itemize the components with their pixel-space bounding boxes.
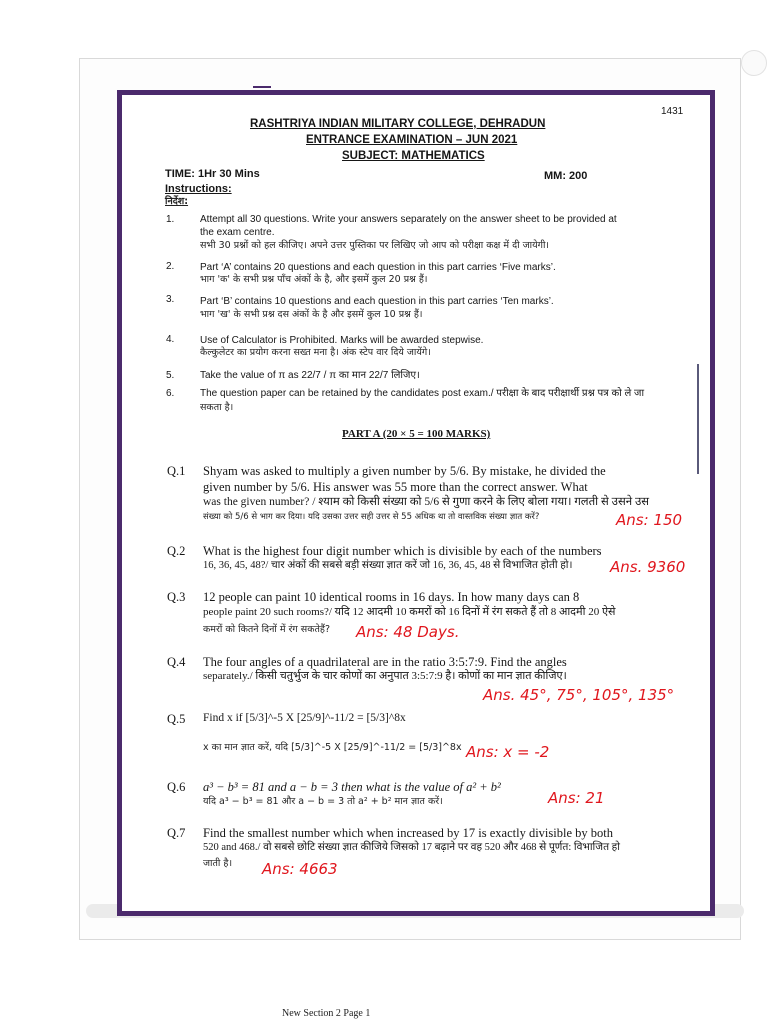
- max-marks: MM: 200: [544, 170, 588, 182]
- question-number: Q.3: [167, 590, 186, 604]
- question-number: Q.7: [167, 826, 186, 840]
- instruction-number: 3.: [166, 294, 175, 305]
- instruction-text-hindi: सभी 30 प्रश्नों को हल कीजिए। अपने उत्तर पुस्तिका पर लिखिए जो आप को परीक्षा कक्ष में दी जायेगी।: [200, 240, 550, 251]
- instruction-number: 5.: [166, 370, 175, 381]
- instructions-heading-hindi: निर्देश:: [165, 196, 189, 207]
- instruction-number: 6.: [166, 388, 175, 399]
- frame-tick: [253, 86, 271, 88]
- subject-title: SUBJECT: MATHEMATICS: [342, 150, 485, 162]
- instruction-text-hindi: भाग 'क' के सभी प्रश्न पाँच अंकों के है, और इसमें कुल 20 प्रश्न हैं।: [200, 274, 428, 285]
- instruction-text: Attempt all 30 questions. Write your answers separately on the answer sheet to be provided at: [200, 214, 617, 225]
- question-number: Q.1: [167, 464, 186, 478]
- question-text: 16, 36, 45, 48?/ चार अंकों की सबसे बड़ी संख्या ज्ञात करें जो 16, 36, 45, 48 से विभाजित होती हो।: [203, 560, 573, 571]
- question-text: 520 and 468./ वो सबसे छोटि संख्या ज्ञात कीजिये जिसको 17 बढ़ाने पर वह 520 और 468 से पूर्णत: विभाजित हो: [203, 842, 620, 853]
- instruction-text-hindi: कैल्कुलेटर का प्रयोग करना सख्त मना है। अंक स्टेप वार दिये जायेंगे।: [200, 347, 431, 358]
- instruction-number: 2.: [166, 261, 175, 272]
- handwritten-answer: Ans: 21: [548, 789, 605, 807]
- instruction-text: The question paper can be retained by the candidates post exam./ परीक्षा के बाद परीक्षार्थी प्रश्न पत्र को ले जा: [200, 388, 645, 399]
- question-number: Q.4: [167, 655, 186, 669]
- instruction-text: Take the value of π as 22/7 / π का मान 22/7 लिजिए।: [200, 370, 420, 381]
- instruction-text: Use of Calculator is Prohibited. Marks will be awarded stepwise.: [200, 335, 484, 346]
- handwritten-answer: Ans. 45°, 75°, 105°, 135°: [483, 686, 675, 704]
- question-text: given number by 5/6. His answer was 55 more than the correct answer. What: [203, 480, 588, 494]
- question-text-hindi: कमरों को कितने दिनों में रंग सकतेहैं?: [203, 624, 331, 635]
- instruction-text: Part ‘A’ contains 20 questions and each question in this part carries ‘Five marks’.: [200, 262, 556, 273]
- margin-line: [697, 364, 699, 474]
- instruction-text-hindi: सकता है।: [200, 402, 234, 413]
- question-number: Q.2: [167, 544, 186, 558]
- exam-title: ENTRANCE EXAMINATION – JUN 2021: [306, 134, 518, 146]
- page-corner-marker: [741, 50, 767, 76]
- paper-code: 1431: [661, 106, 684, 117]
- instruction-number: 1.: [166, 214, 175, 225]
- instruction-text-hindi: भाग 'ख' के सभी प्रश्न दस अंकों के है और इसमें कुल 10 प्रश्न हैं।: [200, 309, 423, 320]
- exam-time: TIME: 1Hr 30 Mins: [165, 168, 260, 180]
- instructions-heading: Instructions:: [165, 183, 232, 195]
- instruction-number: 4.: [166, 334, 175, 345]
- instruction-text: Part ‘B’ contains 10 questions and each question in this part carries ‘Ten marks’.: [200, 296, 554, 307]
- question-text: The four angles of a quadrilateral are in the ratio 3:5:7:9. Find the angles: [203, 655, 567, 669]
- handwritten-answer: Ans. 9360: [610, 558, 686, 576]
- handwritten-answer: Ans: 4663: [262, 860, 338, 878]
- equation-hindi: x का मान ज्ञात करें, यदि [5/3]^-5 X [25/9]^-11/2 = [5/3]^8x: [203, 742, 462, 753]
- page-footer: New Section 2 Page 1: [282, 1008, 371, 1019]
- question-number: Q.6: [167, 780, 186, 794]
- question-text-hindi: संख्या को 5/6 से भाग कर दिया। यदि उसका उत्तर सही उत्तर से 55 अधिक था तो वास्तविक संख्या ज्ञात करें?: [203, 512, 540, 522]
- question-text: people paint 20 such rooms?/ यदि 12 आदमी 10 कमरों को 16 दिनों में रंग सकते हैं तो 8 आदमी 20 ऐसे: [203, 606, 616, 618]
- question-text: 12 people can paint 10 identical rooms in 16 days. In how many days can 8: [203, 590, 580, 604]
- part-heading: PART A (20 × 5 = 100 MARKS): [342, 428, 491, 440]
- handwritten-answer: Ans: x = -2: [466, 743, 550, 761]
- question-text-hindi: यदि a³ − b³ = 81 और a − b = 3 तो a² + b² मान ज्ञात करें।: [203, 796, 443, 807]
- question-text: Find the smallest number which when increased by 17 is exactly divisible by both: [203, 826, 613, 840]
- question-text-hindi: जाती है।: [203, 858, 233, 869]
- question-text: a³ − b³ = 81 and a − b = 3 then what is the value of a² + b²: [203, 780, 501, 794]
- question-text: separately./ किसी चतुर्भुज के चार कोणों का अनुपात 3:5:7:9 है। कोणों का मान ज्ञात कीजिए।: [203, 670, 567, 682]
- question-text: Shyam was asked to multiply a given number by 5/6. By mistake, he divided the: [203, 464, 606, 478]
- question-text: What is the highest four digit number which is divisible by each of the numbers: [203, 544, 602, 558]
- equation: Find x if [5/3]^-5 X [25/9]^-11/2 = [5/3]^8x: [203, 712, 406, 724]
- question-number: Q.5: [167, 712, 186, 726]
- handwritten-answer: Ans: 48 Days.: [356, 623, 460, 641]
- handwritten-answer: Ans: 150: [616, 511, 683, 529]
- instruction-text: the exam centre.: [200, 227, 275, 238]
- college-title: RASHTRIYA INDIAN MILITARY COLLEGE, DEHRADUN: [250, 118, 546, 130]
- question-text: was the given number? / श्याम को किसी संख्या को 5/6 से गुणा करने के लिए बोला गया। गलती से उसने उस: [203, 496, 650, 508]
